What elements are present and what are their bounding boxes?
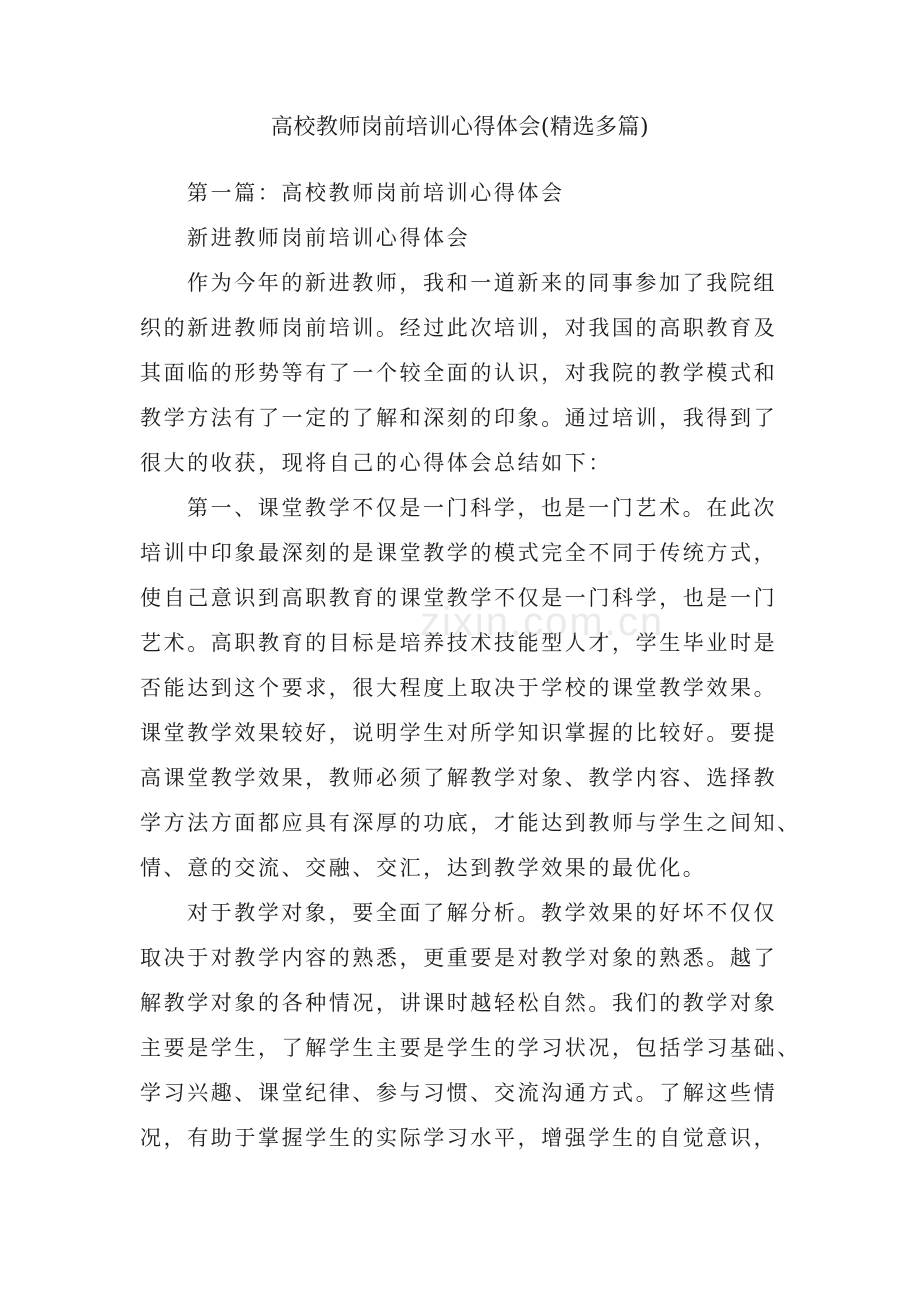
body-line: 学习兴趣、课堂纪律、参与习惯、交流沟通方式。了解这些情 — [140, 1081, 778, 1105]
body-line: 艺术。高职教育的目标是培养技术技能型人才，学生毕业时是 — [140, 631, 778, 655]
body-line: 课堂教学效果较好，说明学生对所学知识掌握的比较好。要提 — [140, 721, 778, 745]
body-line: 织的新进教师岗前培训。经过此次培训，对我国的高职教育及 — [140, 316, 778, 340]
body-line: 否能达到这个要求，很大程度上取决于学校的课堂教学效果。 — [140, 676, 778, 700]
body-line: 对于教学对象，要全面了解分析。教学效果的好坏不仅仅 — [187, 901, 777, 925]
section-heading: 第一篇：高校教师岗前培训心得体会 — [187, 181, 565, 205]
body-line: 解教学对象的各种情况，讲课时越轻松自然。我们的教学对象 — [140, 991, 778, 1015]
body-line: 教学方法有了一定的了解和深刻的印象。通过培训，我得到了 — [140, 406, 778, 430]
sub-heading: 新进教师岗前培训心得体会 — [187, 226, 471, 250]
body-line: 主要是学生，了解学生主要是学生的学习状况，包括学习基础、 — [140, 1036, 801, 1060]
body-line: 情、意的交流、交融、交汇，达到教学效果的最优化。 — [140, 856, 707, 880]
body-line: 很大的收获，现将自己的心得体会总结如下： — [140, 451, 612, 475]
body-line: 第一、课堂教学不仅是一门科学，也是一门艺术。在此次 — [187, 496, 777, 520]
body-line: 高课堂教学效果，教师必须了解教学对象、教学内容、选择教 — [140, 766, 778, 790]
watermark: zixin.com.cn — [420, 600, 665, 644]
body-line: 取决于对教学内容的熟悉，更重要是对教学对象的熟悉。越了 — [140, 946, 778, 970]
body-line: 学方法方面都应具有深厚的功底，才能达到教师与学生之间知、 — [140, 811, 801, 835]
body-line: 其面临的形势等有了一个较全面的认识，对我院的教学模式和 — [140, 361, 778, 385]
body-line: 使自己意识到高职教育的课堂教学不仅是一门科学，也是一门 — [140, 586, 778, 610]
body-line: 况，有助于掌握学生的实际学习水平，增强学生的自觉意识， — [140, 1126, 778, 1150]
document-title: 高校教师岗前培训心得体会(精选多篇) — [270, 115, 650, 140]
body-line: 培训中印象最深刻的是课堂教学的模式完全不同于传统方式， — [140, 541, 778, 565]
body-line: 作为今年的新进教师，我和一道新来的同事参加了我院组 — [187, 271, 777, 295]
